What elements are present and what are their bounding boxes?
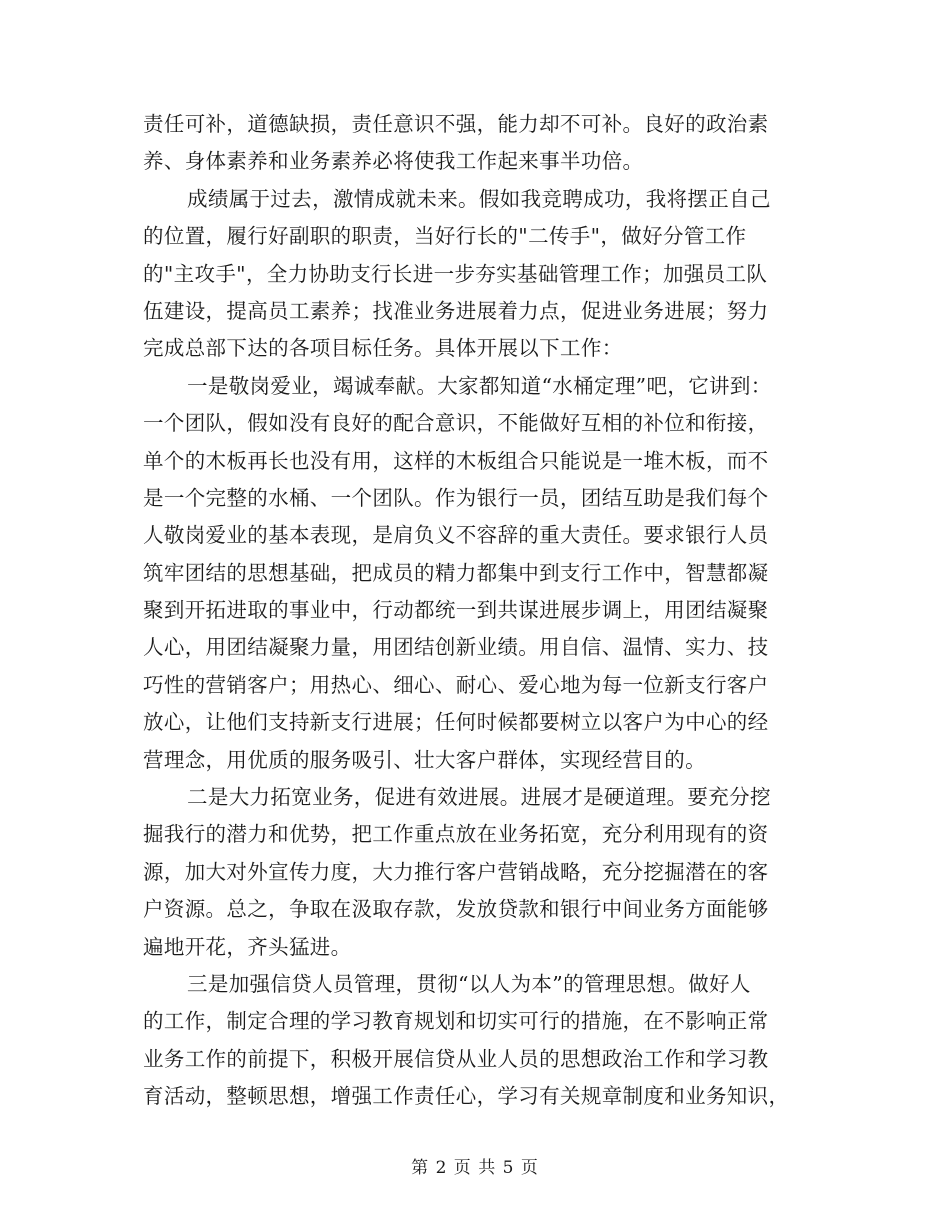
text-line: 养、身体素养和业务素养必将使我工作起来事半功倍。	[143, 149, 644, 174]
text-line: 放心，让他们支持新支行进展；任何时候都要树立以客户为中心的经	[143, 710, 769, 735]
text-line: 户资源。总之，争取在汲取存款，发放贷款和银行中间业务方面能够	[143, 897, 769, 922]
text-line: 的工作，制定合理的学习教育规划和切实可行的措施，在不影响正常	[143, 1009, 769, 1034]
text-line: 单个的木板再长也没有用，这样的木板组合只能说是一堆木板，而不	[143, 448, 769, 473]
text-line: 一个团队，假如没有良好的配合意识，不能做好互相的补位和衔接，	[143, 411, 769, 436]
text-line: 人敬岗爱业的基本表现，是肩负义不容辞的重大责任。要求银行人员	[143, 523, 769, 548]
text-line: 掘我行的潜力和优势，把工作重点放在业务拓宽，充分利用现有的资	[143, 822, 769, 847]
text-line: 的"主攻手"，全力协助支行长进一步夯实基础管理工作；加强员工队	[143, 261, 768, 286]
text-line: 完成总部下达的各项目标任务。具体开展以下工作：	[143, 336, 623, 361]
text-line: 的位置，履行好副职的职责，当好行长的"二传手"，做好分管工作	[143, 224, 747, 249]
paragraph-first-line: 成绩属于过去，激情成就未来。假如我竞聘成功，我将摆正自己	[187, 186, 771, 211]
text-line: 源，加大对外宣传力度，大力推行客户营销战略，充分挖掘潜在的客	[143, 859, 769, 884]
text-line: 育活动，整顿思想，增强工作责任心，学习有关规章制度和业务知识，	[143, 1084, 790, 1109]
document-body	[143, 106, 803, 1116]
paragraph-first-line: 一是敬岗爱业，竭诚奉献。大家都知道“水桶定理”吧，它讲到：	[187, 373, 772, 398]
text-line: 业务工作的前提下，积极开展信贷从业人员的思想政治工作和学习教	[143, 1046, 769, 1071]
text-line: 责任可补，道德缺损，责任意识不强，能力却不可补。良好的政治素	[143, 112, 769, 136]
paragraph-first-line: 二是大力拓宽业务，促进有效进展。进展才是硬道理。要充分挖	[187, 785, 771, 810]
text-line: 筑牢团结的思想基础，把成员的精力都集中到支行工作中，智慧都凝	[143, 560, 769, 585]
text-line: 遍地开花，齐头猛进。	[143, 934, 352, 959]
text-line: 是一个完整的水桶、一个团队。作为银行一员，团结互助是我们每个	[143, 485, 769, 510]
text-line: 人心，用团结凝聚力量，用团结创新业绩。用自信、温情、实力、技	[143, 635, 769, 660]
text-line: 伍建设，提高员工素养；找准业务进展着力点，促进业务进展；努力	[143, 298, 769, 323]
text-line: 巧性的营销客户；用热心、细心、耐心、爱心地为每一位新支行客户	[143, 672, 769, 697]
text-line: 聚到开拓进取的事业中，行动都统一到共谋进展步调上，用团结凝聚	[143, 598, 769, 623]
paragraph-first-line: 三是加强信贷人员管理，贯彻“以人为本”的管理思想。做好人	[187, 971, 751, 996]
text-line: 营理念，用优质的服务吸引、壮大客户群体，实现经营目的。	[143, 747, 706, 772]
page-footer: 第 2 页 共 5 页	[411, 1158, 539, 1178]
